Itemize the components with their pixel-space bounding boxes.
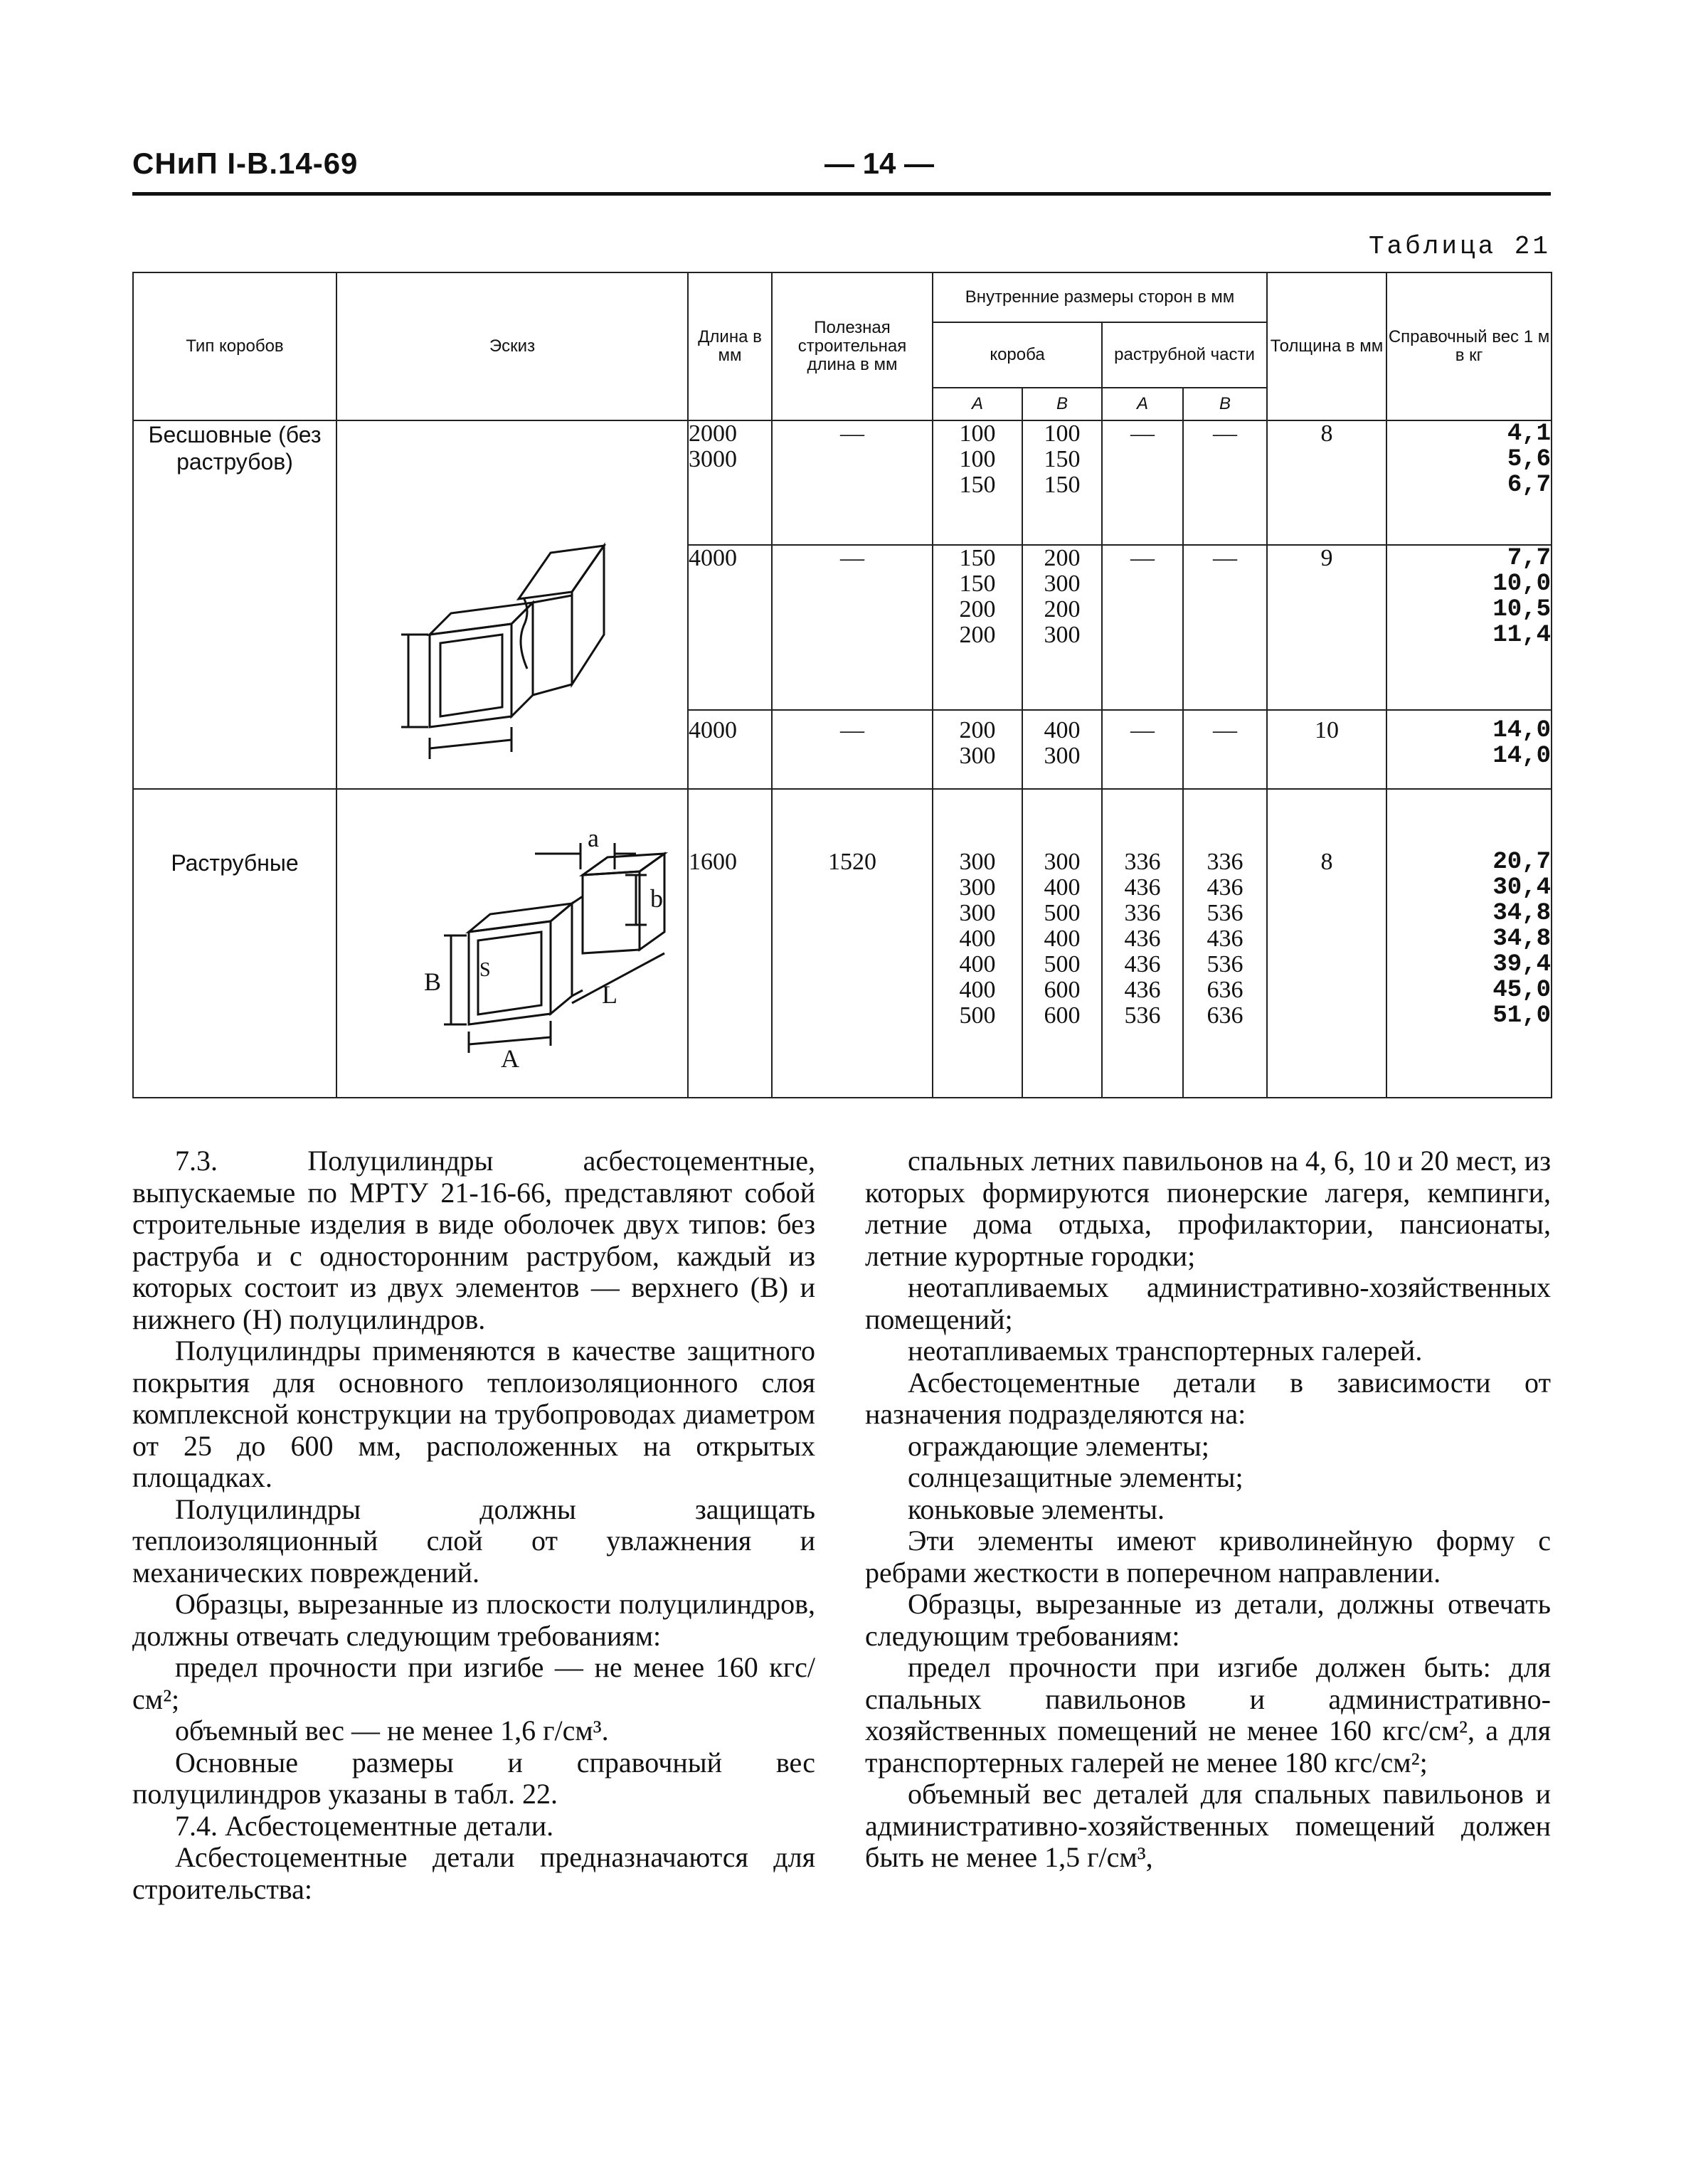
cell-socket-a: 336 436 336 436 436 436 536 (1102, 789, 1183, 1098)
cell-box-b: 200 300 200 300 (1022, 545, 1102, 710)
paragraph: Образцы, вырезанные из плоскости полуцилиндров, должны отвечать следующим требованиям: (132, 1588, 815, 1652)
cell-weight: 20,7 30,4 34,8 34,8 39,4 45,0 51,0 (1386, 789, 1552, 1098)
paragraph: объемный вес деталей для спальных павильонов и административно-хозяйственных помещений должен быть не менее 1,5 г/см³, (865, 1778, 1551, 1873)
document-code: СНиП I-В.14-69 (132, 147, 359, 180)
cell-socket-a: — (1102, 545, 1183, 710)
label-b: b (650, 884, 663, 913)
list-item: неотапливаемых транспортерных галерей. (908, 1335, 1423, 1367)
th-socket-a: А (1102, 388, 1183, 420)
cell-thickness: 9 (1267, 545, 1386, 710)
label-A: A (501, 1044, 519, 1073)
section-heading: 7.4. Асбестоцементные детали. (175, 1809, 554, 1842)
cell-useful: — (772, 420, 933, 545)
sketch-socketed (336, 789, 688, 1098)
cell-box-b: 300 400 500 400 500 600 600 (1022, 789, 1102, 1098)
th-socket-b: В (1183, 388, 1267, 420)
th-inner-dims: Внутренние размеры сторон в мм (933, 272, 1267, 322)
cell-box-b: 400 300 (1022, 710, 1102, 789)
cell-box-b: 100 150 150 (1022, 420, 1102, 545)
table-caption: Таблица 21 (1368, 232, 1551, 261)
page-header (132, 142, 1548, 192)
label-S: S (479, 959, 491, 981)
spec-table (132, 272, 1552, 1098)
paragraph: Полуцилиндры должны защищать теплоизоляционный слой от увлажнения и механических повреждений. (132, 1493, 815, 1589)
cell-socket-a: — (1102, 710, 1183, 789)
th-sketch: Эскиз (336, 272, 688, 420)
cell-thickness: 8 (1267, 789, 1386, 1098)
list-item: ограждающие элементы; (908, 1429, 1209, 1462)
label-a: a (588, 824, 599, 852)
cell-box-a: 100 100 150 (933, 420, 1022, 545)
paragraph: предел прочности при изгибе должен быть: для спальных павильонов и административно-хозяйственных помещений не менее 160 кгс/см², а для транспортерных галерей не менее 180 кгс/см²; (865, 1651, 1551, 1779)
cell-thickness: 10 (1267, 710, 1386, 789)
cell-socket-b: — (1183, 545, 1267, 710)
list-item: коньковые элементы. (908, 1493, 1165, 1525)
cell-weight: 4,1 5,6 6,7 (1386, 420, 1552, 545)
cell-socket-b: — (1183, 420, 1267, 545)
type-socketed: Раструбные (133, 789, 336, 1098)
page-number: — 14 — (824, 147, 935, 180)
list-item: солнцезащитные элементы; (908, 1461, 1243, 1493)
cell-socket-b: 336 436 536 436 536 636 636 (1183, 789, 1267, 1098)
cell-length: 4000 (688, 545, 772, 710)
cell-weight: 14,0 14,0 (1386, 710, 1552, 789)
th-weight: Справочный вес 1 м в кг (1386, 272, 1552, 420)
paragraph: спальных летних павильонов на 4, 6, 10 и 20 мест, из которых формируются пионерские лагеря, кемпинги, летние дома отдыха, профилактории, пансионаты, летние курортные городки; (865, 1145, 1551, 1272)
type-seamless: Бесшовные (без раструбов) (133, 420, 336, 789)
th-type: Тип коробов (133, 272, 336, 420)
cell-thickness: 8 (1267, 420, 1386, 545)
paragraph: Полуцилиндры применяются в качестве защитного покрытия для основного теплоизоляционного слоя комплексной конструкции на трубопроводах диаметром от 25 до 600 мм, расположенных на открытых площадках. (132, 1335, 815, 1493)
paragraph: Основные размеры и справочный вес полуцилиндров указаны в табл. 22. (132, 1746, 815, 1810)
sketch-seamless (336, 420, 688, 789)
cell-box-a: 300 300 300 400 400 400 500 (933, 789, 1022, 1098)
cell-length: 4000 (688, 710, 772, 789)
left-column (132, 1145, 815, 1905)
th-box-a: А (933, 388, 1022, 420)
label-B: B (424, 968, 442, 996)
paragraph: предел прочности при изгибе — не менее 160 кгс/см²; (132, 1651, 815, 1715)
seamless-box-sketch (337, 421, 689, 788)
cell-length: 1600 (688, 789, 772, 1098)
cell-useful: — (772, 545, 933, 710)
socketed-box-sketch (337, 790, 689, 1097)
label-L: L (602, 980, 617, 1009)
th-length: Длина в мм (688, 272, 772, 420)
cell-socket-b: — (1183, 710, 1267, 789)
cell-socket-a: — (1102, 420, 1183, 545)
th-box-b: В (1022, 388, 1102, 420)
table-row (133, 420, 1552, 545)
paragraph: 7.3. Полуцилиндры асбестоцементные, выпускаемые по МРТУ 21-16-66, представляют собой строительные изделия в виде оболочек двух типов: без раструба и с односторонним раструбом, каждый из которых состоит из двух элементов — верхнего (В) и нижнего (Н) полуцилиндров. (132, 1145, 815, 1335)
paragraph: объемный вес — не менее 1,6 г/см³. (175, 1714, 609, 1746)
table-row (133, 789, 1552, 1098)
right-column (865, 1145, 1551, 1874)
cell-useful: — (772, 710, 933, 789)
paragraph: Асбестоцементные детали предназначаются для строительства: (132, 1841, 815, 1905)
th-thickness: Толщина в мм (1267, 272, 1386, 420)
paragraph: Образцы, вырезанные из детали, должны отвечать следующим требованиям: (865, 1588, 1551, 1652)
paragraph: Асбестоцементные детали в зависимости от назначения подразделяются на: (865, 1366, 1551, 1430)
paragraph: Эти элементы имеют криволинейную форму с ребрами жесткости в поперечном направлении. (865, 1525, 1551, 1589)
cell-box-a: 150 150 200 200 (933, 545, 1022, 710)
cell-box-a: 200 300 (933, 710, 1022, 789)
cell-weight: 7,7 10,0 10,5 11,4 (1386, 545, 1552, 710)
th-socket: раструбной части (1102, 322, 1267, 388)
header-rule (132, 192, 1551, 196)
th-box: короба (933, 322, 1102, 388)
cell-useful: 1520 (772, 789, 933, 1098)
list-item: неотапливаемых административно-хозяйственных помещений; (865, 1271, 1551, 1335)
cell-length: 2000 3000 (688, 420, 772, 545)
th-useful-length: Полезная строительная длина в мм (772, 272, 933, 420)
